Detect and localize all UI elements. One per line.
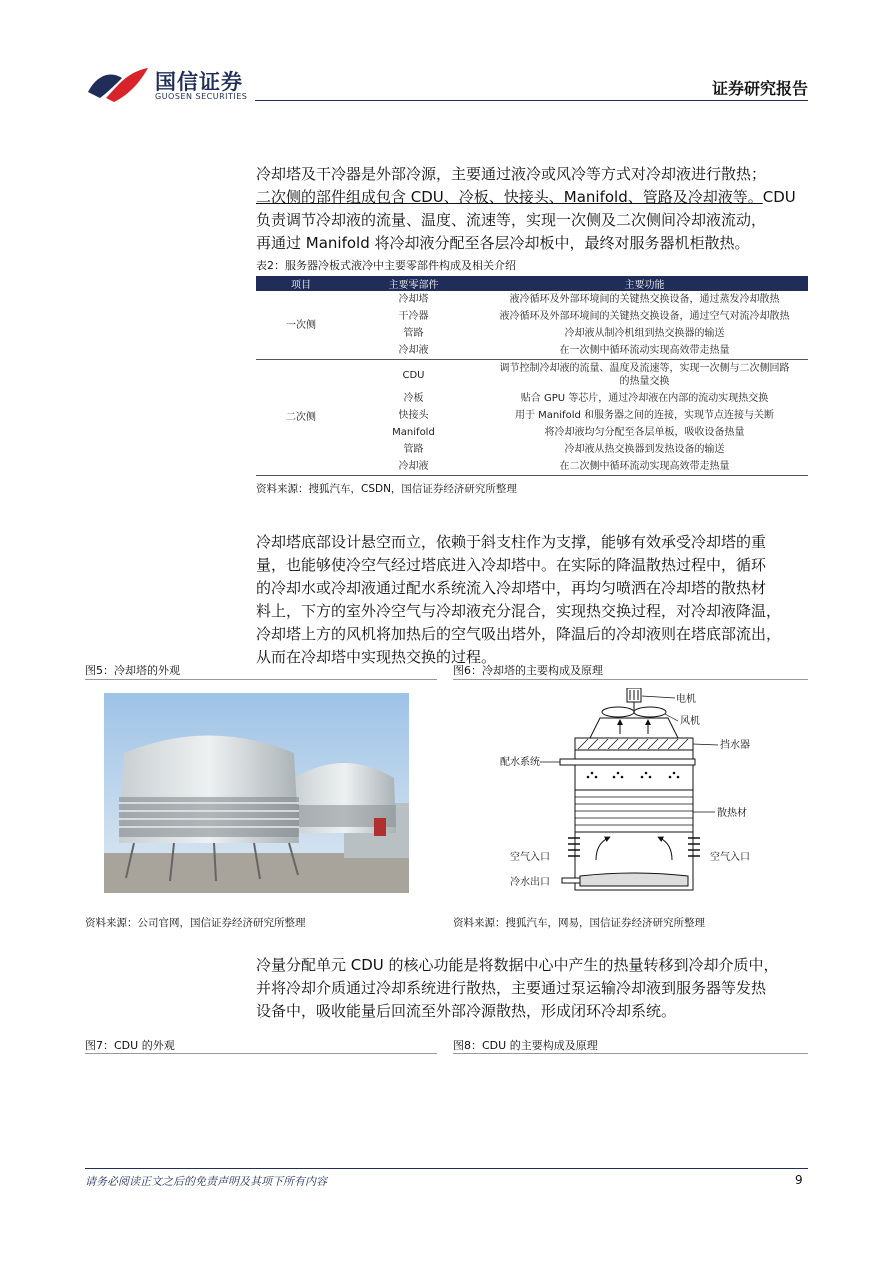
p3-line: 设备中，吸收能量后回流至外部冷源散热，形成闭环冷却系统。: [256, 1002, 677, 1020]
label-distribution: 配水系统: [500, 757, 540, 768]
p2-line: 冷却塔上方的风机将加热后的空气吸出塔外，降温后的冷却液则在塔底部流出，: [256, 625, 782, 643]
table-source: 资料来源：搜狐汽车，CSDN，国信证券经济研究所整理: [256, 483, 517, 495]
p1-line-4: 再通过 Manifold 将冷却液分配至各层冷却板中，最终对服务器机柜散热。: [256, 234, 750, 252]
label-fan: 风机: [680, 716, 700, 727]
label-fill: 散热材: [717, 808, 747, 819]
p1-line-2-underlined: 二次侧的部件组成包含 CDU、冷板、快接头、Manifold、管路及冷却液等。: [256, 188, 763, 206]
header-divider: [255, 100, 808, 101]
table-caption: 表2：服务器冷板式液冷中主要零部件构成及相关介绍: [256, 259, 516, 272]
function-cell: 冷却液从热交换器到发热设备的输送: [564, 444, 725, 455]
p1-line-3: 负责调节冷却液的流量、温度、流速等，实现一次侧及二次侧间冷却液流动，: [256, 211, 767, 229]
guosen-logo-icon: [86, 62, 152, 104]
components-table: [256, 276, 808, 476]
fig6-source: 资料来源：搜狐汽车，网易，国信证券经济研究所整理: [453, 917, 705, 929]
function-cell: 液冷循环及外部环境间的关键热交换设备，通过空气对流冷却散热: [499, 311, 790, 322]
table-header: 项目: [256, 276, 346, 291]
p2-line: 的冷却水或冷却液通过配水系统流入冷却塔中，再均匀喷洒在冷却塔的散热材: [256, 579, 767, 597]
function-cell: [481, 360, 808, 391]
function-cell-line: 调节控制冷却液的流量、温度及流速等，实现一次侧与二次侧回路: [499, 363, 790, 374]
table-row: [256, 360, 808, 391]
p2-line: 料上，下方的室外冷空气与冷却液充分混合，实现热交换过程，对冷却液降温，: [256, 602, 782, 620]
fig8-caption-rule: [453, 1053, 808, 1054]
footer-divider: [85, 1168, 808, 1169]
brand-name-cn: 国信证券: [155, 70, 243, 94]
cooling-tower-diagram: [500, 688, 770, 898]
p3-line: 并将冷却介质通过冷却系统进行散热，主要通过泵运输冷却液到服务器等发热: [256, 979, 767, 997]
part-cell: Manifold: [392, 427, 435, 438]
part-cell: 快接头: [398, 410, 429, 421]
fig5-source: 资料来源：公司官网，国信证券经济研究所整理: [85, 917, 306, 929]
part-cell: 冷却液: [346, 458, 481, 476]
table-header-row: [256, 276, 808, 291]
part-cell: CDU: [402, 369, 425, 381]
report-type: 证券研究报告: [711, 79, 808, 98]
part-cell: 管路: [403, 328, 424, 339]
group-label: 二次侧: [256, 360, 346, 476]
fig7-caption: 图7：CDU 的外观: [85, 1039, 175, 1052]
label-motor: 电机: [676, 694, 696, 705]
p1-line-2: [256, 186, 816, 209]
cooling-tower-photo: [104, 693, 409, 893]
page-number: 9: [795, 1173, 803, 1187]
function-cell: 贴合 GPU 等芯片，通过冷却液在内部的流动实现热交换: [520, 393, 769, 404]
label-air-in-right: 空气入口: [710, 852, 750, 863]
function-cell: 液冷循环及外部环境间的关键热交换设备，通过蒸发冷却散热: [509, 294, 780, 305]
p1-line-1: 冷却塔及干冷器是外部冷源，主要通过液冷或风冷等方式对冷却液进行散热；: [256, 165, 767, 183]
paragraph-3: [256, 954, 816, 1023]
p2-line: 从而在冷却塔中实现热交换的过程。: [256, 648, 497, 666]
table-header: 主要零部件: [346, 276, 481, 291]
table-header: 主要功能: [481, 276, 808, 291]
footer-disclaimer: 请务必阅读正文之后的免责声明及其项下所有内容: [85, 1175, 327, 1188]
fig8-caption: 图8：CDU 的主要构成及原理: [453, 1039, 598, 1052]
label-water-out: 冷水出口: [510, 877, 550, 888]
part-cell: 冷却塔: [398, 294, 429, 305]
function-cell: 在二次侧中循环流动实现高效带走热量: [481, 458, 808, 476]
p3-line: 冷量分配单元 CDU 的核心功能是将数据中心中产生的热量转移到冷却介质中，: [256, 956, 779, 974]
part-cell: 管路: [403, 444, 424, 455]
function-cell: 冷却液从制冷机组到热交换器的输送: [564, 328, 725, 339]
table-row: [256, 291, 808, 308]
p1-line-2-tail: CDU: [762, 188, 796, 206]
fig6-caption-rule: [453, 679, 808, 680]
function-cell-line: 的热量交换: [619, 376, 670, 387]
paragraph-2: [256, 531, 816, 669]
fig5-caption-rule: [85, 679, 437, 680]
part-cell: 干冷器: [398, 311, 429, 322]
function-cell: 将冷却液均匀分配至各层单板，吸收设备热量: [544, 427, 745, 438]
group-label: 一次侧: [256, 291, 346, 360]
function-cell: 用于 Manifold 和服务器之间的连接，实现节点连接与关断: [515, 410, 774, 421]
part-cell: 冷却液: [346, 342, 481, 360]
p2-line: 冷却塔底部设计悬空而立，依赖于斜支柱作为支撑，能够有效承受冷却塔的重: [256, 533, 767, 551]
paragraph-1: [256, 163, 816, 255]
p2-line: 量，也能够使冷空气经过塔底进入冷却塔中。在实际的降温散热过程中，循环: [256, 556, 767, 574]
part-cell: 冷板: [403, 393, 424, 404]
fig7-caption-rule: [85, 1053, 437, 1054]
label-air-in-left: 空气入口: [510, 852, 550, 863]
fig5-caption: 图5：冷却塔的外观: [85, 664, 180, 677]
label-eliminator: 挡水器: [720, 740, 750, 751]
function-cell: 在一次侧中循环流动实现高效带走热量: [481, 342, 808, 360]
header: [0, 0, 892, 105]
brand-name-en: GUOSEN SECURITIES: [155, 92, 248, 101]
fig6-caption: 图6：冷却塔的主要构成及原理: [453, 664, 603, 677]
